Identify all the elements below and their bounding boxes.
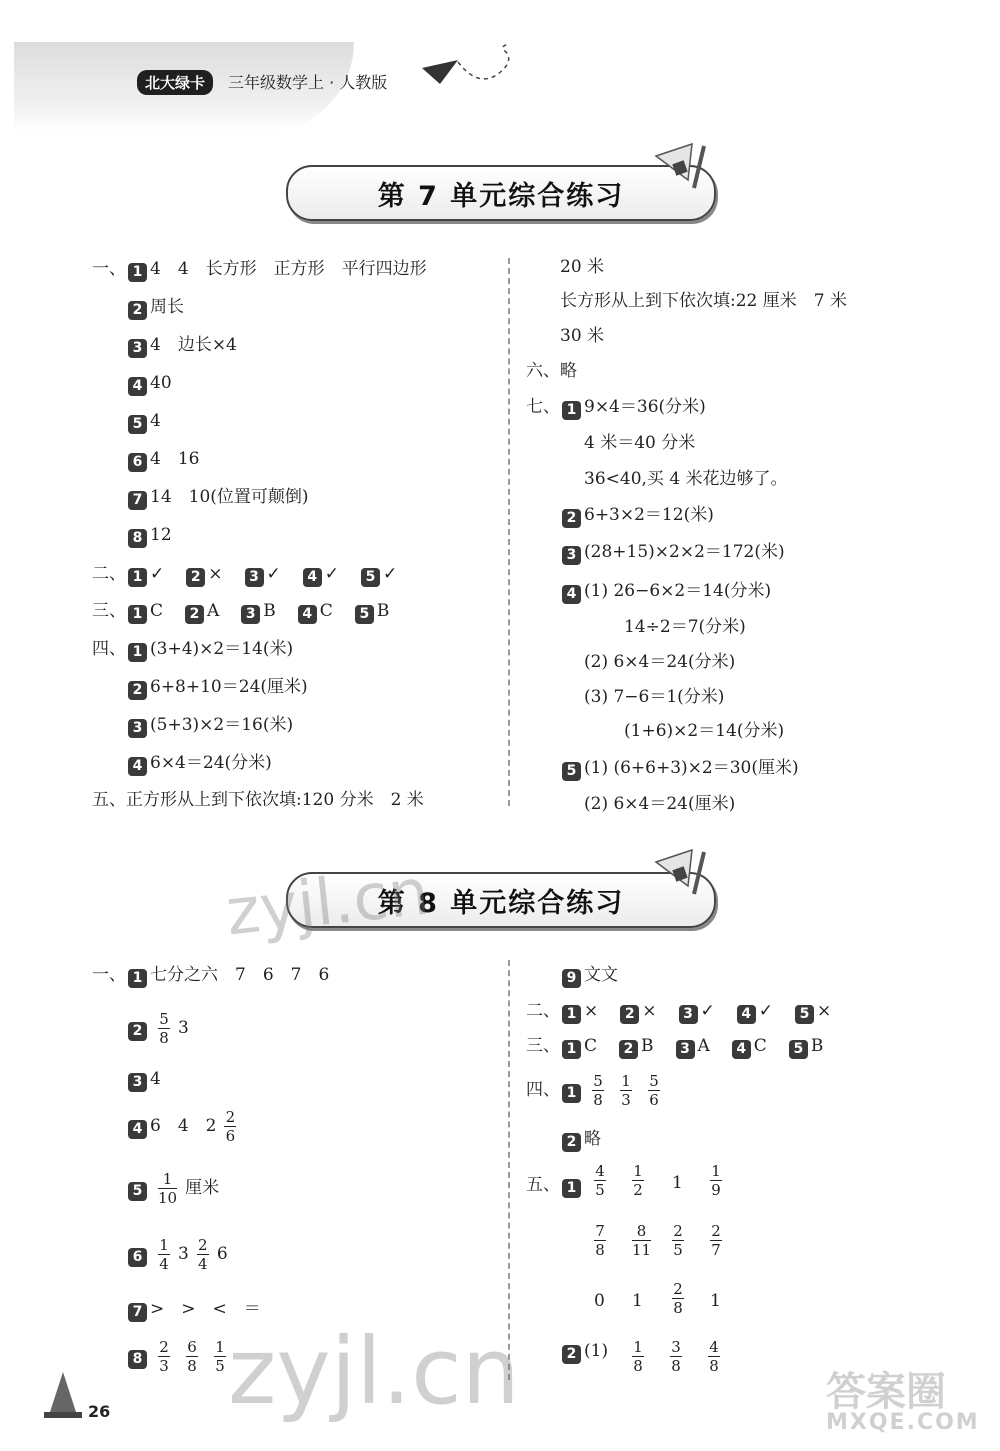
answer-text: (3+4)×2＝14(米) xyxy=(150,639,294,659)
numerator: 2 xyxy=(711,1222,721,1240)
item-prefix: 四、 xyxy=(92,639,126,659)
answer-line xyxy=(92,296,184,320)
answer-text: ✓ xyxy=(266,564,281,584)
denominator: 8 xyxy=(673,1299,683,1317)
question-number: 4 xyxy=(128,377,147,396)
answer-text: (3) 7−6＝1(分米) xyxy=(584,687,725,707)
answer-text: 4 16 xyxy=(150,449,200,469)
watermark: MXQE.COM xyxy=(826,1410,980,1435)
answer-line xyxy=(562,964,618,988)
answer-line xyxy=(664,1222,692,1259)
question-number: 4 xyxy=(737,1005,756,1024)
denominator: 5 xyxy=(595,1181,605,1199)
answer-text: 七分之六 7 6 7 6 xyxy=(150,965,330,985)
question-number: 1 xyxy=(128,969,147,988)
question-number: 4 xyxy=(562,585,581,604)
answer-text: × xyxy=(208,564,223,584)
answer-text: ✓ xyxy=(150,564,165,584)
answer-line xyxy=(584,793,735,815)
answer-text: × xyxy=(584,1001,599,1021)
answer-line xyxy=(702,1222,730,1259)
denominator: 8 xyxy=(595,1241,605,1259)
question-number: 2 xyxy=(562,1133,581,1152)
question-number: 4 xyxy=(128,1120,147,1139)
question-number: 1 xyxy=(562,401,581,420)
answer-text: ✓ xyxy=(324,564,339,584)
numerator: 4 xyxy=(595,1162,605,1180)
question-number: 2 xyxy=(128,1022,147,1041)
answer-text: B xyxy=(263,601,276,621)
question-number: 5 xyxy=(361,568,380,587)
item-prefix: 七、 xyxy=(526,397,560,417)
answer-text: (1) xyxy=(584,1341,609,1361)
answer-text: (5+3)×2＝16(米) xyxy=(150,715,294,735)
answer-text: 6 xyxy=(216,1244,228,1264)
answer-line xyxy=(624,616,746,638)
answer-line xyxy=(560,256,604,278)
fraction xyxy=(594,1162,606,1199)
answer-text: × xyxy=(642,1001,657,1021)
answer-text: > > < ＝ xyxy=(150,1299,261,1319)
numerator: 1 xyxy=(162,1170,173,1188)
answer-line xyxy=(128,1236,228,1273)
numerator: 1 xyxy=(711,1162,721,1180)
denominator: 4 xyxy=(198,1255,208,1273)
answer-line xyxy=(92,410,161,434)
answer-text: 20 米 xyxy=(560,257,605,277)
denominator: 2 xyxy=(633,1181,643,1199)
watermark: zyjl.cn xyxy=(228,1318,520,1425)
fraction xyxy=(632,1338,644,1375)
denominator: 8 xyxy=(159,1029,169,1047)
answer-line xyxy=(526,1035,845,1059)
item-prefix: 二、 xyxy=(92,564,126,584)
fraction xyxy=(158,1170,177,1207)
answer-text: 14 10(位置可颠倒) xyxy=(150,487,309,507)
question-number: 8 xyxy=(128,529,147,548)
answer-line xyxy=(92,486,309,510)
numerator: 5 xyxy=(649,1072,659,1090)
question-number: 5 xyxy=(355,605,374,624)
answer-line xyxy=(128,1010,189,1047)
answer-text: A xyxy=(697,1036,710,1056)
answer-line xyxy=(584,468,788,490)
answer-text: B xyxy=(810,1036,824,1056)
answer-text: C xyxy=(584,1036,598,1056)
answer-line xyxy=(560,325,604,347)
answer-text: B xyxy=(376,601,390,621)
answer-line xyxy=(92,448,199,472)
column-divider xyxy=(508,960,510,1380)
numerator: 8 xyxy=(636,1222,647,1240)
answer-text: 六、略 xyxy=(526,361,577,381)
numerator: 1 xyxy=(621,1072,631,1090)
numerator: 1 xyxy=(159,1236,169,1254)
answer-line xyxy=(664,1162,683,1194)
question-number: 4 xyxy=(298,605,317,624)
answer-text: 3 xyxy=(178,1018,189,1038)
denominator: 10 xyxy=(158,1189,178,1207)
question-number: 3 xyxy=(562,546,581,565)
answer-text: 6+3×2＝12(米) xyxy=(584,505,714,525)
denominator: 3 xyxy=(621,1091,631,1109)
answer-line xyxy=(92,638,293,662)
answer-text: C xyxy=(753,1036,767,1056)
question-number: 5 xyxy=(562,762,581,781)
question-number: 3 xyxy=(676,1040,695,1059)
answer-line xyxy=(92,964,329,988)
answer-line xyxy=(624,1222,659,1259)
answer-line xyxy=(128,1068,161,1092)
tower-icon xyxy=(38,1368,88,1420)
answer-line xyxy=(562,504,714,528)
answer-line xyxy=(584,651,735,673)
question-number: 3 xyxy=(241,605,260,624)
answer-text: (2) 6×4＝24(厘米) xyxy=(584,794,736,814)
fraction xyxy=(186,1338,198,1375)
question-number: 2 xyxy=(562,1345,581,1364)
answer-text: 文文 xyxy=(584,965,618,985)
answer-line xyxy=(586,1280,605,1312)
answer-text: (1) (6+6+3)×2＝30(厘米) xyxy=(584,758,799,778)
question-number: 4 xyxy=(732,1040,751,1059)
question-number: 2 xyxy=(185,605,204,624)
question-number: 6 xyxy=(128,453,147,472)
answer-text: (1+6)×2＝14(分米) xyxy=(624,721,785,741)
answer-text: 9×4＝36(分米) xyxy=(584,397,706,417)
denominator: 3 xyxy=(159,1357,169,1375)
fraction xyxy=(158,1010,170,1047)
answer-line xyxy=(128,1338,234,1375)
unit7-title: 第 7 单元综合练习 xyxy=(377,180,625,212)
answer-text: C xyxy=(319,601,333,621)
answer-line xyxy=(562,757,799,781)
answer-line xyxy=(92,372,172,396)
answer-line xyxy=(700,1338,728,1375)
question-number: 1 xyxy=(562,1040,581,1059)
answer-text: (28+15)×2×2＝172(米) xyxy=(584,542,785,562)
answer-line xyxy=(92,334,237,358)
watermark: zyjl.cn xyxy=(222,855,433,951)
denominator: 6 xyxy=(225,1127,236,1145)
answer-line xyxy=(586,1222,614,1259)
item-prefix: 一、 xyxy=(92,259,126,279)
question-number: 2 xyxy=(186,568,205,587)
ruler-pencil-icon xyxy=(648,136,718,196)
answer-line xyxy=(702,1280,721,1312)
answer-text: 4 4 长方形 正方形 平行四边形 xyxy=(150,259,427,279)
denominator: 8 xyxy=(671,1357,681,1375)
numerator: 2 xyxy=(225,1108,236,1126)
denominator: 8 xyxy=(633,1357,643,1375)
answer-text: (2) 6×4＝24(分米) xyxy=(584,652,736,672)
numerator: 2 xyxy=(198,1236,208,1254)
question-number: 5 xyxy=(795,1005,814,1024)
answer-line xyxy=(92,714,293,738)
answer-line xyxy=(92,600,411,624)
denominator: 7 xyxy=(711,1241,721,1259)
answer-line xyxy=(562,1340,608,1364)
numerator: 5 xyxy=(593,1072,603,1090)
denominator: 8 xyxy=(593,1091,603,1109)
numerator: 6 xyxy=(187,1338,197,1356)
question-number: 7 xyxy=(128,1303,147,1322)
answer-text: 6+8+10＝24(厘米) xyxy=(150,677,308,697)
question-number: 1 xyxy=(128,605,147,624)
fraction xyxy=(620,1072,632,1109)
question-number: 3 xyxy=(128,719,147,738)
answer-line xyxy=(92,676,308,700)
answer-text: 五、正方形从上到下依次填:120 分米 2 米 xyxy=(92,790,424,810)
fraction xyxy=(224,1108,236,1145)
question-number: 3 xyxy=(128,1073,147,1092)
denominator: 6 xyxy=(649,1091,659,1109)
answer-text: ✓ xyxy=(383,564,398,584)
answer-line xyxy=(92,789,424,811)
answer-text: C xyxy=(150,601,164,621)
answer-text: 周长 xyxy=(150,297,184,317)
page-number: 26 xyxy=(88,1402,111,1421)
answer-line xyxy=(624,720,784,742)
answer-text: 1 xyxy=(632,1291,643,1311)
numerator: 1 xyxy=(633,1338,643,1356)
numerator: 1 xyxy=(633,1162,643,1180)
paper-plane-icon xyxy=(418,40,528,100)
denominator: 9 xyxy=(711,1181,721,1199)
fraction xyxy=(632,1222,651,1259)
question-number: 7 xyxy=(128,491,147,510)
numerator: 2 xyxy=(673,1222,683,1240)
answer-text: ✓ xyxy=(758,1001,773,1021)
item-prefix: 二、 xyxy=(526,1001,560,1021)
answer-line xyxy=(92,752,272,776)
denominator: 11 xyxy=(632,1241,652,1259)
answer-text: 略 xyxy=(584,1129,601,1149)
answer-text: 4 米＝40 分米 xyxy=(584,433,696,453)
denominator: 8 xyxy=(709,1357,719,1375)
answer-line xyxy=(664,1280,692,1317)
answer-text: 40 xyxy=(150,373,172,393)
unit8-title: 第 8 单元综合练习 xyxy=(377,887,625,919)
answer-line xyxy=(702,1162,730,1199)
answer-line xyxy=(562,1128,601,1152)
answer-text: ✓ xyxy=(700,1001,715,1021)
answer-line xyxy=(562,580,771,604)
answer-text: 4 xyxy=(150,1069,161,1089)
answer-text: 6×4＝24(分米) xyxy=(150,753,272,773)
fraction xyxy=(214,1338,226,1375)
question-number: 2 xyxy=(128,301,147,320)
fraction xyxy=(158,1236,170,1273)
answer-line xyxy=(526,360,577,382)
answer-line xyxy=(92,258,427,282)
answer-text: 6 4 2 xyxy=(150,1116,217,1136)
denominator: 8 xyxy=(187,1357,197,1375)
question-number: 1 xyxy=(562,1005,581,1024)
answer-line xyxy=(584,432,695,454)
item-prefix: 三、 xyxy=(92,601,126,621)
fraction xyxy=(710,1162,722,1199)
fraction xyxy=(710,1222,722,1259)
answer-line xyxy=(92,524,172,548)
brand-tag: 北大绿卡 xyxy=(137,70,213,95)
answer-text: 4 边长×4 xyxy=(150,335,237,355)
answer-line xyxy=(624,1338,652,1375)
fraction xyxy=(648,1072,660,1109)
fraction xyxy=(632,1162,644,1199)
answer-text: (1) 26−6×2＝14(分米) xyxy=(584,581,772,601)
answer-text: 12 xyxy=(150,525,172,545)
question-number: 3 xyxy=(679,1005,698,1024)
answer-line xyxy=(560,290,847,312)
answer-line xyxy=(624,1280,643,1312)
question-number: 4 xyxy=(303,568,322,587)
ruler-pencil-icon xyxy=(648,842,718,902)
item-prefix: 四、 xyxy=(526,1080,560,1100)
question-number: 1 xyxy=(562,1179,581,1198)
answer-line xyxy=(526,1072,668,1109)
answer-text: 1 xyxy=(710,1291,721,1311)
watermark: 答案圈 xyxy=(826,1369,946,1415)
fraction xyxy=(594,1222,606,1259)
numerator: 4 xyxy=(709,1338,719,1356)
answer-text: 3 xyxy=(178,1244,189,1264)
denominator: 5 xyxy=(673,1241,683,1259)
answer-line xyxy=(624,1162,652,1199)
question-number: 1 xyxy=(128,263,147,282)
answer-text: 4 xyxy=(150,411,161,431)
question-number: 8 xyxy=(128,1350,147,1369)
answer-line xyxy=(128,1170,219,1207)
question-number: 3 xyxy=(245,568,264,587)
question-number: 2 xyxy=(620,1005,639,1024)
numerator: 5 xyxy=(159,1010,169,1028)
numerator: 1 xyxy=(215,1338,225,1356)
fraction xyxy=(672,1280,684,1317)
answer-text: 厘米 xyxy=(185,1178,220,1198)
answer-text: 长方形从上到下依次填:22 厘米 7 米 xyxy=(560,291,847,311)
numerator: 2 xyxy=(159,1338,169,1356)
answer-text: 1 xyxy=(672,1173,683,1193)
item-prefix: 五、 xyxy=(526,1175,560,1195)
answer-line xyxy=(584,686,724,708)
numerator: 2 xyxy=(673,1280,683,1298)
answer-line xyxy=(92,563,419,587)
question-number: 5 xyxy=(128,1182,147,1201)
item-prefix: 一、 xyxy=(92,965,126,985)
fraction xyxy=(197,1236,209,1273)
fraction xyxy=(592,1072,604,1109)
fraction xyxy=(708,1338,720,1375)
question-number: 4 xyxy=(128,757,147,776)
question-number: 9 xyxy=(562,969,581,988)
answer-text: A xyxy=(207,601,220,621)
question-number: 1 xyxy=(128,643,147,662)
denominator: 4 xyxy=(159,1255,169,1273)
question-number: 3 xyxy=(128,339,147,358)
question-number: 2 xyxy=(128,681,147,700)
question-number: 5 xyxy=(128,415,147,434)
answer-text: 0 xyxy=(594,1291,605,1311)
answer-text: 36<40,买 4 米花边够了。 xyxy=(584,469,788,489)
answer-line xyxy=(526,1174,584,1198)
item-prefix: 三、 xyxy=(526,1036,560,1056)
denominator: 5 xyxy=(215,1357,225,1375)
answer-line xyxy=(562,541,785,565)
book-title: 三年级数学上 · 人教版 xyxy=(228,73,388,92)
fraction xyxy=(158,1338,170,1375)
numerator: 3 xyxy=(671,1338,681,1356)
answer-line xyxy=(526,396,706,420)
answer-line xyxy=(128,1108,244,1145)
answer-text: B xyxy=(641,1036,654,1056)
column-divider xyxy=(508,258,510,806)
answer-text: 30 米 xyxy=(560,326,605,346)
question-number: 2 xyxy=(619,1040,638,1059)
answer-line xyxy=(526,1000,853,1024)
answer-line xyxy=(586,1162,614,1199)
numerator: 7 xyxy=(595,1222,605,1240)
question-number: 2 xyxy=(562,509,581,528)
question-number: 5 xyxy=(789,1040,808,1059)
fraction xyxy=(670,1338,682,1375)
answer-text: 14÷2＝7(分米) xyxy=(624,617,746,637)
answer-line xyxy=(662,1338,690,1375)
question-number: 1 xyxy=(128,568,147,587)
question-number: 1 xyxy=(562,1084,581,1103)
answer-text: × xyxy=(817,1001,832,1021)
question-number: 6 xyxy=(128,1248,147,1267)
fraction xyxy=(672,1222,684,1259)
